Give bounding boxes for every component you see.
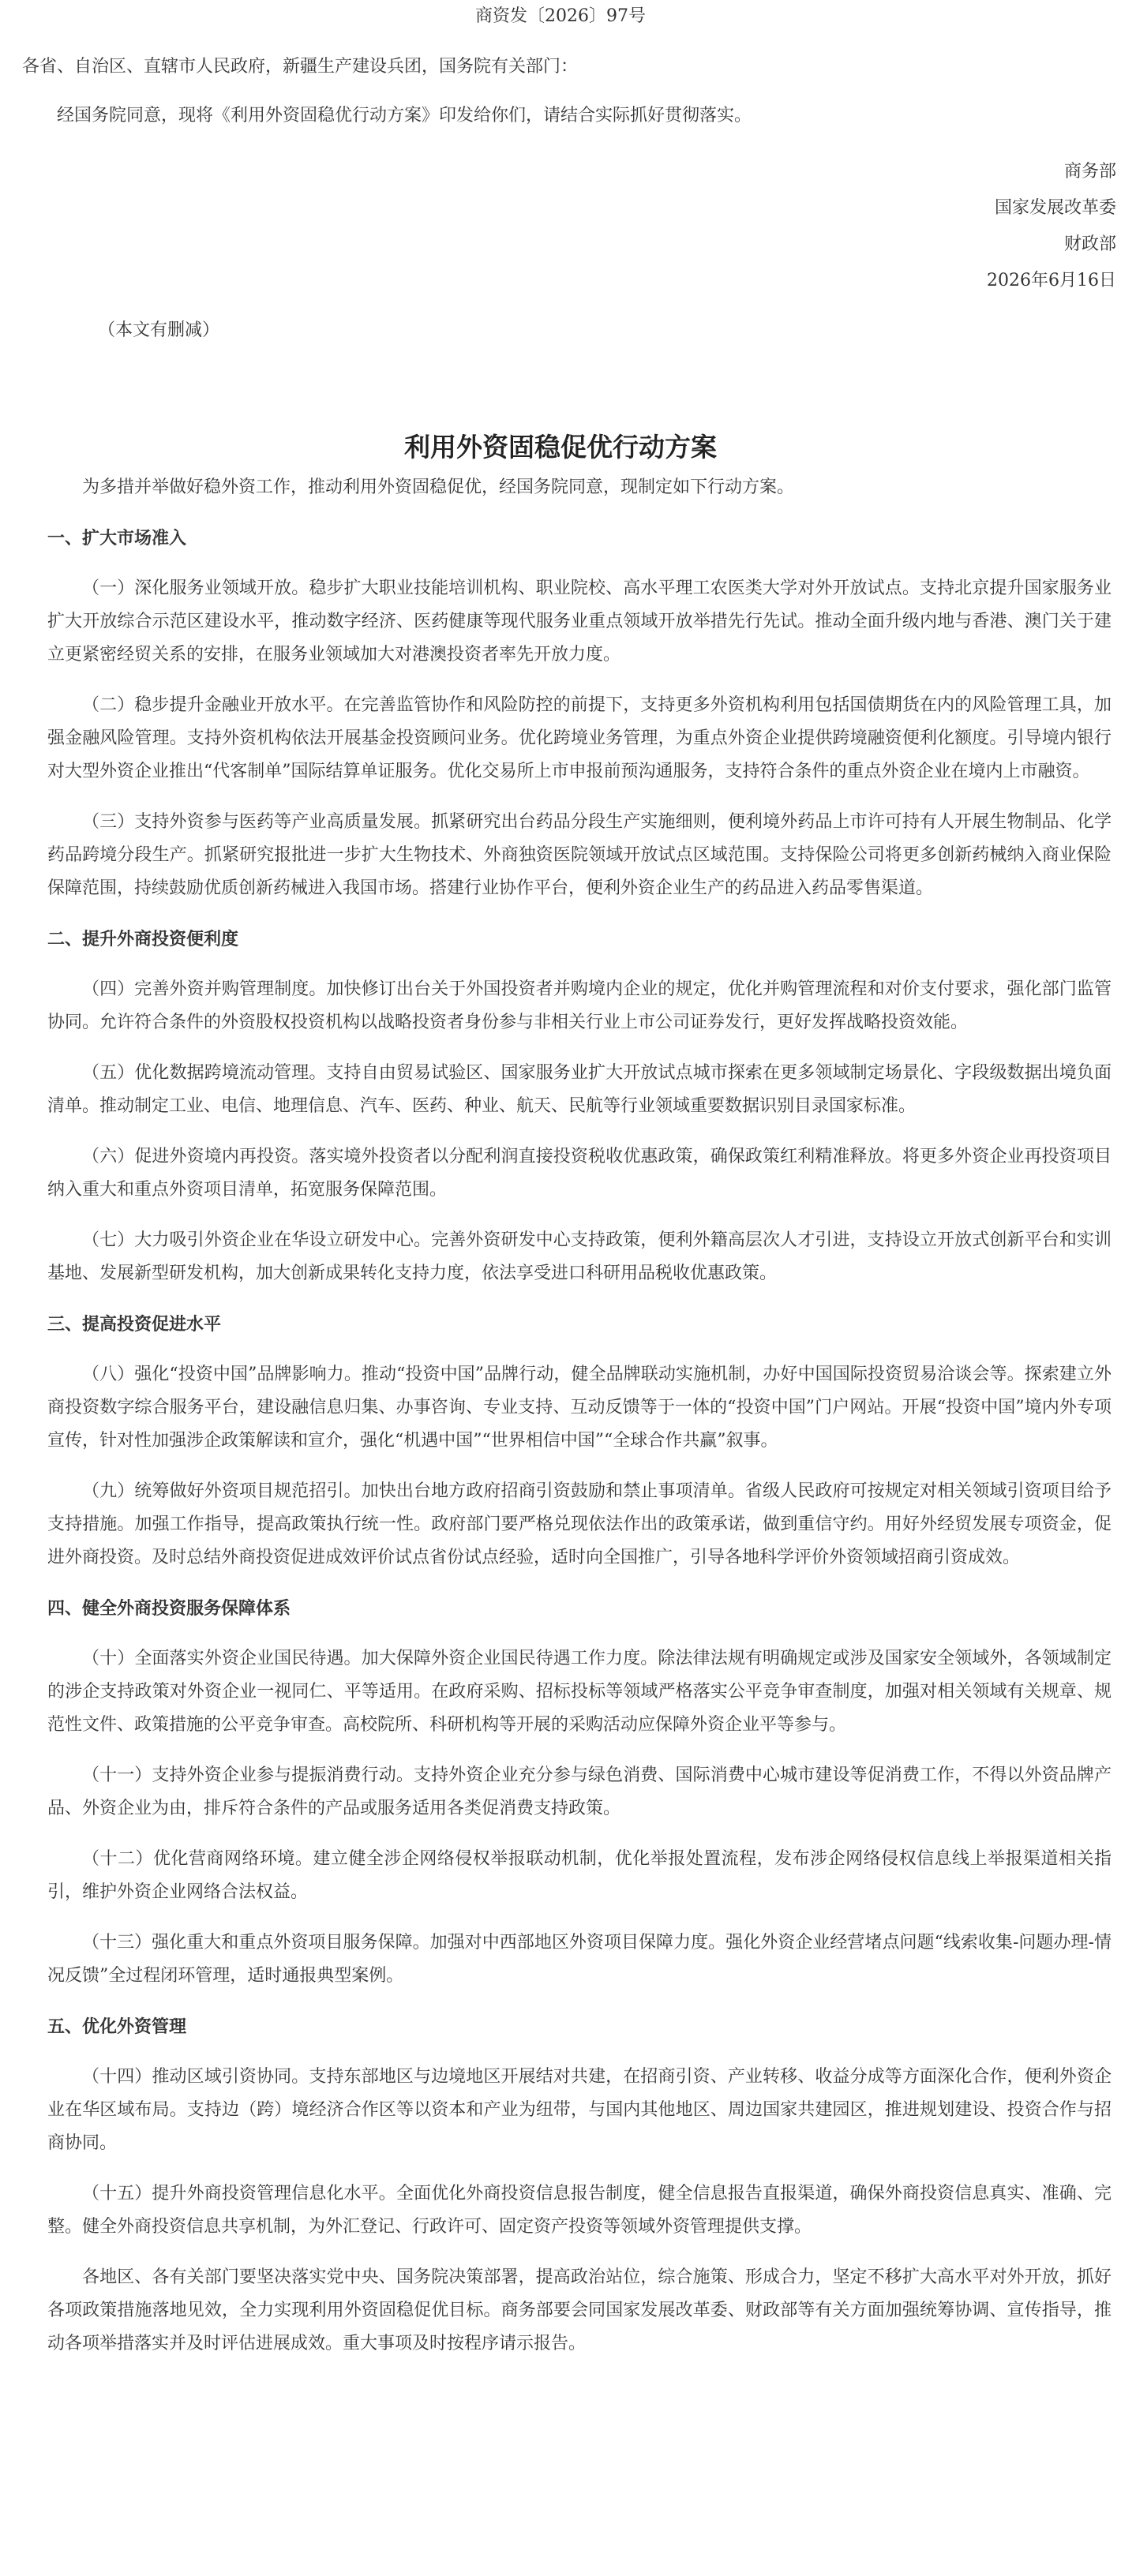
paragraph: （十）全面落实外资企业国民待遇。加大保障外资企业国民待遇工作力度。除法律法规有明确规定或涉及国家安全领域外，各领域制定的涉企支持政策对外资企业一视同仁、平等适用。在政府采购、招标投标等领域严格落实公平竞争审查制度，加强对相关领域有关规章、规范性文件、政策措施的公平竞争审查。高校院所、科研机构等开展的采购活动应保障外资企业平等参与。	[47, 1649, 1112, 1735]
plan-title: 利用外资固稳促优行动方案	[404, 432, 717, 463]
section-heading: 二、提升外商投资便利度	[47, 929, 239, 949]
paragraph: （八）强化“投资中国”品牌影响力。推动“投资中国”品牌行动，健全品牌联动实施机制，办好中国国际投资贸易洽谈会等。探索建立外商投资数字综合服务平台，建设融信息归集、办事咨询、专业支持、互动反馈等于一体的“投资中国”门户网站。开展“投资中国”境内外专项宣传，针对性加强涉企政策解读和宣介，强化“机遇中国”“世界相信中国”“全球合作共赢”叙事。	[47, 1365, 1112, 1451]
paragraph: （五）优化数据跨境流动管理。支持自由贸易试验区、国家服务业扩大开放试点城市探索在更多领域制定场景化、字段级数据出境负面清单。推动制定工业、电信、地理信息、汽车、医药、种业、航天、民航等行业领域重要数据识别目录国家标准。	[47, 1063, 1112, 1116]
closing-paragraph: 各地区、各有关部门要坚决落实党中央、国务院决策部署，提高政治站位，综合施策、形成合力，坚定不移扩大高水平对外开放，抓好各项政策措施落地见效，全力实现利用外资固稳促优目标。商务部要会同国家发展改革委、财政部等有关方面加强统筹协调、宣传指导，推动各项举措落实并及时评估进展成效。重大事项及时按程序请示报告。	[47, 2267, 1112, 2353]
paragraph: （三）支持外资参与医药等产业高质量发展。抓紧研究出台药品分段生产实施细则，便利境外药品上市许可持有人开展生物制品、化学药品跨境分段生产。抓紧研究报批进一步扩大生物技术、外商独资医院领域开放试点区域范围。支持保险公司将更多创新药械纳入商业保险保障范围，持续鼓励优质创新药械进入我国市场。搭建行业协作平台，便利外资企业生产的药品进入药品零售渠道。	[47, 812, 1112, 898]
salutation: 各省、自治区、直辖市人民政府，新疆生产建设兵团，国务院有关部门：	[22, 57, 579, 77]
paragraph: （二）稳步提升金融业开放水平。在完善监管协作和风险防控的前提下，支持更多外资机构利用包括国债期货在内的风险管理工具，加强金融风险管理。支持外资机构依法开展基金投资顾问业务。优化跨境业务管理，为重点外资企业提供跨境融资便利化额度。引导境内银行对大型外资企业推出“代客制单”国际结算单证服务。优化交易所上市申报前预沟通服务，支持符合条件的重点外资企业在境内上市融资。	[47, 695, 1112, 781]
plan-body	[47, 471, 1112, 2378]
issuer-ministry-of-finance: 财政部	[1063, 234, 1116, 254]
paragraph: （十一）支持外资企业参与提振消费行动。支持外资企业充分参与绿色消费、国际消费中心城市建设等促消费工作，不得以外资品牌产品、外资企业为由，排斥符合条件的产品或服务适用各类促消费支持政策。	[47, 1765, 1112, 1818]
issuer-ministry-of-commerce: 商务部	[1063, 162, 1116, 182]
paragraph: （一）深化服务业领域开放。稳步扩大职业技能培训机构、职业院校、高水平理工农医类大学对外开放试点。支持北京提升国家服务业扩大开放综合示范区建设水平，推动数字经济、医药健康等现代服务业重点领域开放举措先行先试。推动全面升级内地与香港、澳门关于建立更紧密经贸关系的安排，在服务业领域加大对港澳投资者率先开放力度。	[47, 578, 1112, 665]
issuer-ndrc: 国家发展改革委	[994, 198, 1116, 218]
document-number: 商资发〔2026〕97号	[475, 6, 646, 26]
abridged-note: （本文有删减）	[98, 320, 220, 340]
plan-preface: 为多措并举做好稳外资工作，推动利用外资固稳促优，经国务院同意，现制定如下行动方案。	[82, 477, 795, 497]
notice-intro: 经国务院同意，现将《利用外资固稳优行动方案》印发给你们，请结合实际抓好贯彻落实。	[57, 106, 752, 125]
section-heading: 五、优化外资管理	[47, 2016, 187, 2037]
paragraph: （七）大力吸引外资企业在华设立研发中心。完善外资研发中心支持政策，便利外籍高层次人才引进，支持设立开放式创新平台和实训基地、发展新型研发机构，加大创新成果转化支持力度，依法享受进口科研用品税收优惠政策。	[47, 1230, 1112, 1283]
issuing-authorities	[800, 154, 1116, 299]
paragraph: （十二）优化营商网络环境。建立健全涉企网络侵权举报联动机制，优化举报处置流程，发布涉企网络侵权信息线上举报渠道相关指引，维护外资企业网络合法权益。	[47, 1849, 1112, 1902]
section-heading: 四、健全外商投资服务保障体系	[47, 1598, 291, 1619]
section-heading: 三、提高投资促进水平	[47, 1314, 222, 1335]
paragraph: （十三）强化重大和重点外资项目服务保障。加强对中西部地区外资项目保障力度。强化外资企业经营堵点问题“线索收集-问题办理-情况反馈”全过程闭环管理，适时通报典型案例。	[47, 1933, 1112, 1986]
paragraph: （十四）推动区域引资协同。支持东部地区与边境地区开展结对共建，在招商引资、产业转移、收益分成等方面深化合作，便利外资企业在华区域布局。支持边（跨）境经济合作区等以资本和产业为纽带，与国内其他地区、周边国家共建园区，推进规划建设、投资合作与招商协同。	[47, 2067, 1112, 2153]
issue-date: 2026年6月16日	[987, 271, 1116, 290]
paragraph: （十五）提升外商投资管理信息化水平。全面优化外商投资信息报告制度，健全信息报告直报渠道，确保外商投资信息真实、准确、完整。健全外商投资信息共享机制，为外汇登记、行政许可、固定资产投资等领域外资管理提供支撑。	[47, 2184, 1112, 2237]
paragraph: （九）统筹做好外资项目规范招引。加快出台地方政府招商引资鼓励和禁止事项清单。省级人民政府可按规定对相关领域引资项目给予支持措施。加强工作指导，提高政策执行统一性。政府部门要严格兑现依法作出的政策承诺，做到重信守约。用好外经贸发展专项资金，促进外商投资。及时总结外商投资促进成效评价试点省份试点经验，适时向全国推广，引导各地科学评价外资领域招商引资成效。	[47, 1481, 1112, 1567]
paragraph: （六）促进外资境内再投资。落实境外投资者以分配利润直接投资税收优惠政策，确保政策红利精准释放。将更多外资企业再投资项目纳入重大和重点外资项目清单，拓宽服务保障范围。	[47, 1147, 1112, 1200]
paragraph: （四）完善外资并购管理制度。加快修订出台关于外国投资者并购境内企业的规定，优化并购管理流程和对价支付要求，强化部门监管协同。允许符合条件的外资股权投资机构以战略投资者身份参与非相关行业上市公司证券发行，更好发挥战略投资效能。	[47, 979, 1112, 1032]
section-heading: 一、扩大市场准入	[47, 528, 187, 549]
